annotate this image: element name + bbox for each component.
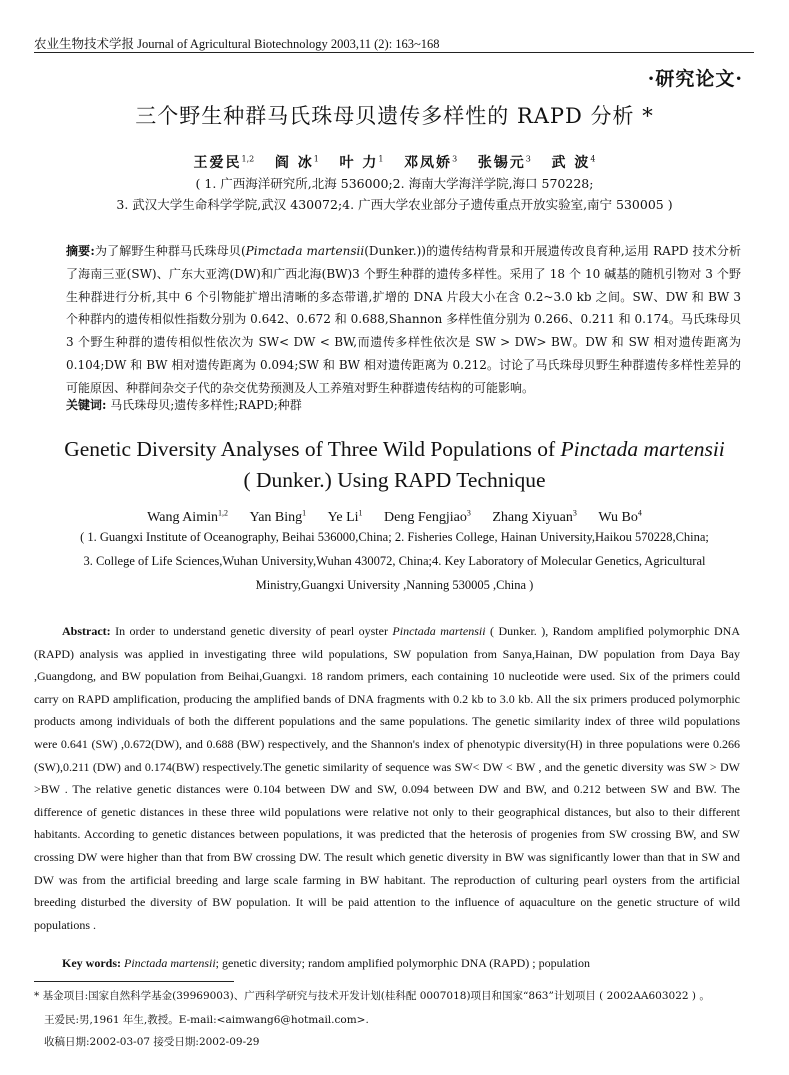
chinese-abstract: 摘要:为了解野生种群马氏珠母贝(Pimctada martensii(Dunker.))的遗传结构背景和开展遗传改良育种,运用 RAPD 技术分析了海南三亚(SW)、广东大亚湾(DW)和广西北海(BW)3 个野生种群的遗传多样性。采用了 18 个 10 碱基的随机引物对 3 个野生种群进行分析,其中 6 个引物能扩增出清晰的多态带谱,扩增的 DNA 片段大小在含 0.2~3.0 kb 之间。SW、DW 和 BW 3 个种群内的遗传相似性指数分别为 0.642、0.672 和 0.688,Shannon 多样性值分别为 0.266、0.211 和 0.174。马氏珠母贝 3 个野生种群的遗传相似性依次为 SW< DW < BW,而遗传多样性依次是 SW > DW> BW。DW 和 SW 相对遗传距离为 0.104;DW 和 BW 相对遗传距离为 0.094;SW 和 BW 相对遗传距离为 0.212。讨论了马氏珠母贝野生种群遗传多样性差异的可能原因、种群间杂交子代的杂交优势预测及人工养殖对野生种群遗传结构的可能影响。 — [66, 244, 742, 395]
author-6: 武 波$^4$ — [551, 154, 596, 171]
species-name: Pimctada martensii — [245, 244, 365, 258]
en-author-1: Wang Aimin$^{1,2}$ — [147, 508, 228, 525]
title-species-name: Pinctada martensii — [560, 437, 725, 461]
running-head-text: 农业生物技术学报 Journal of Agricultural Biotechnology 2003,11 (2): 163~168 — [34, 37, 440, 51]
footnote-author: 王爱民:男,1961 年生,教授。E-mail:<aimwang6@hotmail.com>. — [44, 1014, 369, 1026]
abstract-species-name: Pinctada martensii — [392, 624, 486, 638]
header-rule — [34, 52, 754, 53]
english-abstract: Abstract: In order to understand genetic diversity of pearl oyster Pinctada martensii ( Dunker. ), Random amplified polymorphic DNA (RAPD) analysis was applied in investigating three wild populations, SW population from Sanya,Hainan, DW population from Daya Bay ,Guangdong, and BW population from Beihai,Guangxi. 18 random primers, each containing 10 nucleotide were used. Six of the primers could carry on RAPD amplification, producing the amplified bands of DNA fragments with 0.2 kb to 3.0 kb. All the six primers produced polymorphic products among individuals of both the different populations and the same populations. The genetic similarity index of three wild populations were 0.641 (SW) ,0.672(DW), and 0.688 (BW) respectively, and the Shannon's index of phenotypic diversity(H) in three populations were 0.266 (SW),0.211 (DW) and 0.174(BW) respectively.The genetic similarity of sequence was SW< DW < BW , and the genetic diversity was SW > DW >BW . The relative genetic distances were 0.104 between DW and SW, 0.094 between DW and BW, and 0.212 between SW and BW. The difference of genetic distances in these three wild populations were relative not only to their geographical distances, but also to their different habitants. According to genetic distances between populations, it was predicted that the heterosis of progenies from SW crossing BW, and SW crossing DW were higher than that from BW crossing DW. The result which genetic diversity in BW was significantly lower than that in SW and DW was from the artificial breeding and large scale farming in BW habitant. The reproduction of culturing pearl oysters from the artificial breeding disturbed the diversity of BW population. It will be paid attention to the influence of aquaculture on the genetic structure of wild populations . — [34, 624, 740, 932]
author-1: 王爱民$^{1,2}$ — [193, 154, 255, 171]
english-keywords: Key words: Pinctada martensii; genetic diversity; random amplified polymorphic DNA (RAPD) ; population — [62, 956, 590, 970]
author-4: 邓凤娇$^3$ — [404, 154, 458, 171]
footnote-rule — [34, 981, 234, 982]
english-affiliation-line-2: 3. College of Life Sciences,Wuhan University,Wuhan 430072, China;4. Key Laboratory of Molecular Genetics, Agricultural — [83, 554, 706, 568]
en-author-4: Deng Fengjiao$^3$ — [384, 508, 471, 525]
chinese-affiliation-line-2: 3. 武汉大学生命科学学院,武汉 430072;4. 广西大学农业部分子遗传重点开放实验室,南宁 530005 ) — [116, 197, 673, 212]
english-affiliation-line-1: ( 1. Guangxi Institute of Oceanography, Beihai 536000,China; 2. Fisheries College, Hainan University,Haikou 570228,China; — [80, 530, 709, 544]
english-keywords-label: Key words: — [62, 956, 121, 970]
en-author-6: Wu Bo$^4$ — [598, 508, 642, 525]
chinese-title: 三个野生种群马氏珠母贝遗传多样性的 RAPD 分析 * — [135, 104, 654, 128]
en-author-3: Ye Li$^1$ — [327, 508, 363, 525]
english-abstract-label: Abstract: — [62, 624, 111, 638]
chinese-affiliation-line-1: ( 1. 广西海洋研究所,北海 536000;2. 海南大学海洋学院,海口 570228; — [195, 176, 594, 191]
english-affiliation-line-3: Ministry,Guangxi University ,Nanning 530005 ,China ) — [255, 578, 534, 592]
en-author-5: Zhang Xiyuan$^3$ — [492, 508, 577, 525]
chinese-keywords: 关键词: 马氏珠母贝;遗传多样性;RAPD;种群 — [66, 398, 302, 412]
footnote-funding: * 基金项目:国家自然科学基金(39969003)、广西科学研究与技术开发计划(桂科配 0007018)项目和国家“863”计划项目 ( 2002AA603022 ) 。 — [34, 990, 710, 1002]
chinese-keywords-label: 关键词: — [66, 398, 107, 412]
section-label: ·研究论文· — [647, 68, 743, 90]
en-author-2: Yan Bing$^1$ — [249, 508, 307, 525]
author-2: 阎 冰$^1$ — [274, 154, 319, 171]
english-authors — [0, 508, 789, 526]
chinese-abstract-label: 摘要: — [66, 244, 95, 258]
english-title: Genetic Diversity Analyses of Three Wild Populations of Pinctada martensii ( Dunker.) Using RAPD Technique — [64, 437, 725, 492]
author-3: 叶 力$^1$ — [339, 154, 384, 171]
running-head — [34, 34, 754, 52]
footnote-dates: 收稿日期:2002-03-07 接受日期:2002-09-29 — [44, 1036, 260, 1048]
author-5: 张锡元$^3$ — [477, 154, 531, 171]
chinese-authors — [0, 152, 789, 172]
